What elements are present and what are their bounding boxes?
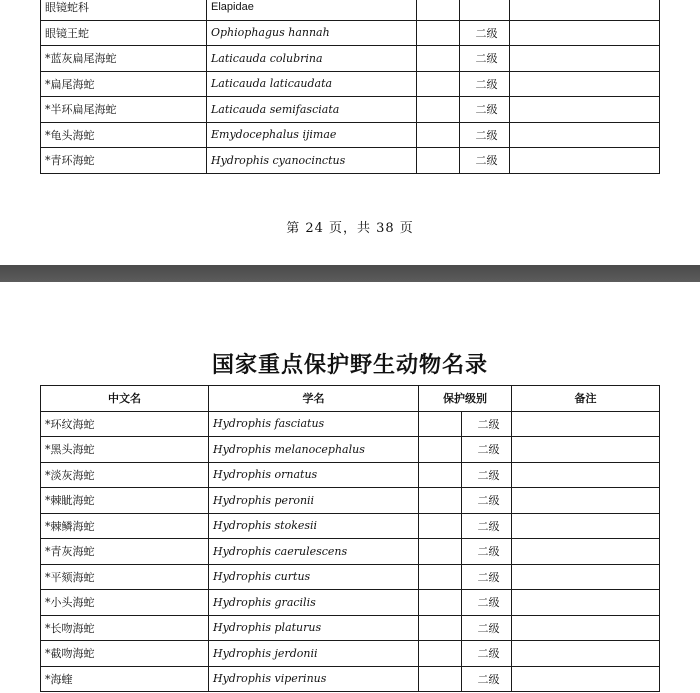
protection-level: 二级 xyxy=(462,590,512,616)
table-row xyxy=(41,666,660,692)
note-cell xyxy=(512,590,660,616)
table-row xyxy=(41,641,660,667)
note-cell xyxy=(512,539,660,565)
level-cell-a xyxy=(419,590,462,616)
level-cell-a xyxy=(419,641,462,667)
level-cell-a xyxy=(419,615,462,641)
protection-level: 二级 xyxy=(462,437,512,463)
protection-level: 二级 xyxy=(462,564,512,590)
header-cn-name: 中文名 xyxy=(41,386,209,412)
table-row xyxy=(41,97,660,123)
level-cell-a xyxy=(417,20,460,46)
protection-level: 二级 xyxy=(462,411,512,437)
table-row xyxy=(41,71,660,97)
cn-name: *截吻海蛇 xyxy=(41,641,209,667)
note-cell xyxy=(512,564,660,590)
level-cell-a xyxy=(417,0,460,20)
header-protection-level: 保护级别 xyxy=(419,386,512,412)
cn-name: *淡灰海蛇 xyxy=(41,462,209,488)
sci-name: Hydrophis ornatus xyxy=(209,462,419,488)
table-row xyxy=(41,539,660,565)
cn-name: *小头海蛇 xyxy=(41,590,209,616)
level-cell-a xyxy=(417,46,460,72)
cn-name: *棘眦海蛇 xyxy=(41,488,209,514)
note-cell xyxy=(512,666,660,692)
level-cell-a xyxy=(419,437,462,463)
sci-name: Emydocephalus ijimae xyxy=(207,122,417,148)
note-cell xyxy=(512,641,660,667)
sci-name: Hydrophis caerulescens xyxy=(209,539,419,565)
protection-level: 二级 xyxy=(462,666,512,692)
species-table-bottom xyxy=(40,385,660,692)
protection-level: 二级 xyxy=(460,20,510,46)
table-row xyxy=(41,590,660,616)
table-row xyxy=(41,46,660,72)
cn-name: *平颏海蛇 xyxy=(41,564,209,590)
table-row xyxy=(41,615,660,641)
table-row xyxy=(41,513,660,539)
table-row xyxy=(41,20,660,46)
protection-level: 二级 xyxy=(462,615,512,641)
protection-level: 二级 xyxy=(462,513,512,539)
sci-name: Hydrophis jerdonii xyxy=(209,641,419,667)
level-cell-a xyxy=(419,564,462,590)
note-cell xyxy=(512,411,660,437)
table-row xyxy=(41,411,660,437)
sci-name: Hydrophis fasciatus xyxy=(209,411,419,437)
level-cell-a xyxy=(419,411,462,437)
family-sci-name: Elapidae xyxy=(207,0,417,20)
sci-name: Hydrophis melanocephalus xyxy=(209,437,419,463)
level-cell-a xyxy=(419,488,462,514)
cn-name: *蓝灰扁尾海蛇 xyxy=(41,46,207,72)
sci-name: Hydrophis cyanocinctus xyxy=(207,148,417,174)
note-cell xyxy=(510,0,660,20)
note-cell xyxy=(512,615,660,641)
cn-name: *青灰海蛇 xyxy=(41,539,209,565)
sci-name: Hydrophis curtus xyxy=(209,564,419,590)
document-page-24 xyxy=(0,0,700,265)
level-cell-a xyxy=(419,513,462,539)
note-cell xyxy=(510,122,660,148)
note-cell xyxy=(510,46,660,72)
sci-name: Hydrophis gracilis xyxy=(209,590,419,616)
page-separator xyxy=(0,265,700,282)
protection-level: 二级 xyxy=(462,462,512,488)
sci-name: Laticauda semifasciata xyxy=(207,97,417,123)
note-cell xyxy=(510,71,660,97)
page-number-footer: 第 24 页，共 38 页 xyxy=(286,221,414,236)
note-cell xyxy=(512,462,660,488)
protection-level: 二级 xyxy=(462,641,512,667)
level-cell-a xyxy=(419,666,462,692)
species-table-top xyxy=(40,0,660,174)
level-cell-a xyxy=(417,71,460,97)
note-cell xyxy=(510,97,660,123)
table-row xyxy=(41,148,660,174)
protection-level: 二级 xyxy=(460,46,510,72)
table-row xyxy=(41,488,660,514)
protection-level: 二级 xyxy=(460,71,510,97)
protection-level: 二级 xyxy=(462,539,512,565)
cn-name: *扁尾海蛇 xyxy=(41,71,207,97)
sci-name: Hydrophis stokesii xyxy=(209,513,419,539)
sci-name: Hydrophis viperinus xyxy=(209,666,419,692)
level-cell-a xyxy=(419,462,462,488)
level-cell-a xyxy=(417,148,460,174)
cn-name: *青环海蛇 xyxy=(41,148,207,174)
cn-name: *黑头海蛇 xyxy=(41,437,209,463)
table-row xyxy=(41,122,660,148)
cn-name: *龟头海蛇 xyxy=(41,122,207,148)
cn-name: *环纹海蛇 xyxy=(41,411,209,437)
cn-name: *半环扁尾海蛇 xyxy=(41,97,207,123)
protection-level: 二级 xyxy=(460,97,510,123)
sci-name: Laticauda laticaudata xyxy=(207,71,417,97)
cn-name: *棘鳞海蛇 xyxy=(41,513,209,539)
sci-name: Hydrophis platurus xyxy=(209,615,419,641)
table-row xyxy=(41,437,660,463)
table-header-row xyxy=(41,386,660,412)
note-cell xyxy=(510,20,660,46)
cn-name: *长吻海蛇 xyxy=(41,615,209,641)
sci-name: Laticauda colubrina xyxy=(207,46,417,72)
cn-name: *海蝰 xyxy=(41,666,209,692)
protection-level: 二级 xyxy=(462,488,512,514)
document-page-25 xyxy=(0,282,700,693)
table-row xyxy=(41,462,660,488)
header-sci-name: 学名 xyxy=(209,386,419,412)
note-cell xyxy=(512,488,660,514)
sci-name: Ophiophagus hannah xyxy=(207,20,417,46)
table-row xyxy=(41,564,660,590)
protection-level: 二级 xyxy=(460,148,510,174)
family-cn-name: 眼镜蛇科 xyxy=(41,0,207,20)
note-cell xyxy=(510,148,660,174)
note-cell xyxy=(512,513,660,539)
sci-name: Hydrophis peronii xyxy=(209,488,419,514)
level-cell-a xyxy=(417,97,460,123)
protection-level: 二级 xyxy=(460,122,510,148)
level-cell-b xyxy=(460,0,510,20)
level-cell-a xyxy=(417,122,460,148)
cn-name: 眼镜王蛇 xyxy=(41,20,207,46)
family-row xyxy=(41,0,660,20)
level-cell-a xyxy=(419,539,462,565)
document-title: 国家重点保护野生动物名录 xyxy=(211,352,488,378)
header-note: 备注 xyxy=(512,386,660,412)
note-cell xyxy=(512,437,660,463)
